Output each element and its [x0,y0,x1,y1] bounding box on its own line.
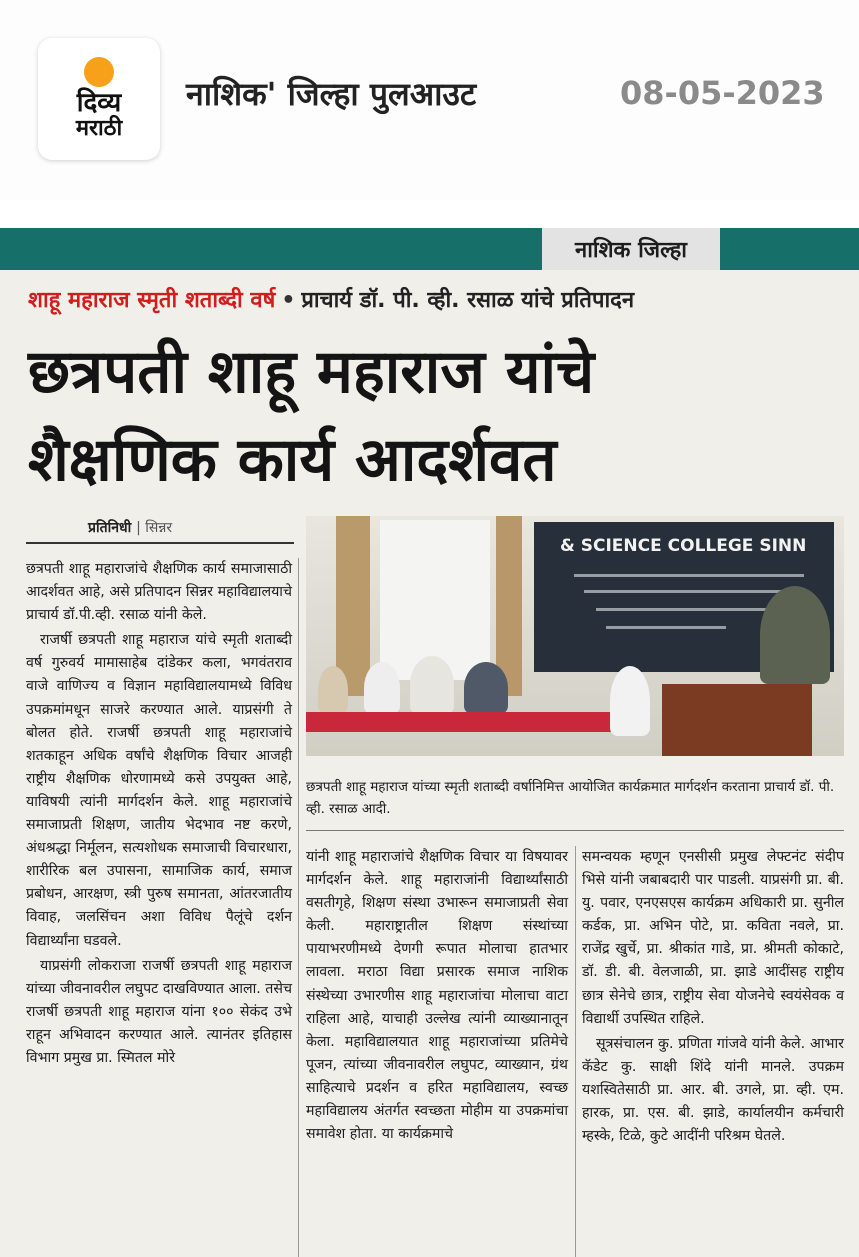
kicker-separator: • [281,288,296,313]
photo-person [410,656,454,714]
photo-banner-line [606,626,726,629]
article-column-2 [306,846,568,1146]
caption-rule [306,830,844,831]
byline-rule [26,542,294,544]
photo-banner-line [596,608,766,611]
photo-speaker [760,586,830,684]
paragraph: छत्रपती शाहू महाराजांचे शैक्षणिक कार्य समाजासाठी आदर्शवत आहे, असे प्रतिपादन सिन्नर महाविद्यालयाचे प्राचार्य डॉ.पी.व्ही. रसाळ यांनी केले. [26,561,292,624]
paragraph: याप्रसंगी लोकराजा राजर्षी छत्रपती शाहू महाराज यांच्या जीवनावरील लघुपट दाखविण्यात आला. तसेच राजर्षी छत्रपती शाहू महाराज यांना १०० सेकंद उभे राहून अभिवादन करण्यात आले. त्यानंतर इतिहास विभाग प्रमुख प्रा. स्मितल मोरे [26,957,292,1066]
page-title: नाशिक' जिल्हा पुलआउट [186,75,477,113]
photo-caption: छत्रपती शाहू महाराज यांच्या स्मृती शताब्दी वर्षानिमित्त आयोजित कार्यक्रमात मार्गदर्शन करताना प्राचार्य डॉ. पी. व्ही. रसाळ आदी. [306,779,835,817]
sun-logo-icon [84,57,114,87]
paragraph: राजर्षी छत्रपती शाहू महाराज यांचे स्मृती शताब्दी वर्ष गुरुवर्य मामासाहेब दांडेकर कला, भगवंतराव वाजे वाणिज्य व विज्ञान महाविद्यालयामध्ये विविध उपक्रमांमधून साजरे करण्यात आले. याप्रसंगी ते बोलत होते. राजर्षी छत्रपती शाहू महाराजांचे शतकाहून अधिक वर्षांचे शैक्षणिक विचार आजही राष्ट्रीय शैक्षणिक धोरणामध्ये कसे उपयुक्त आहे, याविषयी त्यांनी मार्गदर्शन केले. शाहू महाराजांचे समाजाप्रती शिक्षण, जातीय भेदभाव नष्ट करणे, अंधश्रद्धा निर्मूलन, सत्यशोधक समाजाची विचारधारा, शारीरिक बल उपासना, सामाजिक कार्य, समाज प्रबोधन, आरक्षण, स्त्री पुरुष समानता, आंतरजातीय विवाह, जलसिंचन अशा विविध पैलूंचे दर्शन विद्यार्थ्यांना घडवले. [26,632,292,949]
kicker-topic: शाहू महाराज स्मृती शताब्दी वर्ष [28,288,276,313]
photo-podium [662,684,812,756]
headline-line2: शैक्षणिक कार्य आदर्शवत [28,425,557,495]
byline-author: प्रतिनिधी [88,520,132,536]
article-column-3 [582,846,844,1148]
app-header [0,0,859,200]
article-column-1 [26,558,292,1070]
paragraph: समन्वयक म्हणून एनसीसी प्रमुख लेफ्टनंट संदीप भिसे यांनी जबाबदारी पार पाडली. याप्रसंगी प्रा. बी. यु. पवार, एनएसएस कार्यक्रम अधिकारी प्रा. सुनील कर्डक, प्रा. अभिन पोटे, प्रा. कविता नवले, प्रा. राजेंद्र खुर्चे, प्रा. श्रीकांत गाडे, प्रा. श्रीमती कोकाटे, डॉ. डी. बी. वेलजाळी, प्रा. झाडे आदींसह राष्ट्रीय छात्र सेनेचे छात्र, राष्ट्रीय सेवा योजनेचे स्वयंसेवक व विद्यार्थी उपस्थित राहिले. [582,849,844,1027]
headline-line1: छत्रपती शाहू महाराज यांचे [28,337,595,407]
photo-person [364,662,400,714]
byline-city: | सिन्नर [136,520,173,536]
section-bar [0,228,859,270]
photo-person [464,662,508,714]
logo-text-line1: दिव्य [76,88,122,118]
logo-text-line2: मराठी [75,116,123,141]
photo-banner-line [574,574,804,577]
photo-person [318,666,348,714]
divya-marathi-logo[interactable] [38,38,160,160]
paragraph: यांनी शाहू महाराजांचे शैक्षणिक विचार या विषयावर मार्गदर्शन केले. शाहू महाराजांनी विद्यार्थ्यांसाठी वसतीगृहे, शिक्षण संस्था उभारून समाजाप्रती सेवा केली. महाराष्ट्रातील शिक्षण संस्थांच्या पायाभरणीमध्ये देणगी रूपात मोलाचा हातभार लावला. मराठा विद्या प्रसारक समाज नाशिक संस्थेच्या उभारणीस शाहू महाराजांचा मोलाचा वाटा राहिला आहे, याचाही उल्लेख त्यांनी व्याख्यानातून केला. महाविद्यालयात शाहू महाराजांच्या प्रतिमेचे पूजन, त्यांच्या जीवनावरील लघुपट, व्याख्यान, ग्रंथ साहित्याचे प्रदर्शन व हरित महाविद्यालय, स्वच्छ महाविद्यालय अंतर्गत स्वच्छता मोहीम या उपक्रमांचा समावेश होता. या कार्यक्रमाचे [306,849,568,1143]
column-divider [575,846,576,1257]
publish-date: 08-05-2023 [620,74,825,112]
section-tag: नाशिक जिल्हा [542,228,720,270]
byline [88,518,172,537]
event-photo [306,516,844,756]
photo-banner-line [584,590,784,593]
photo-stage-table [306,712,636,732]
paragraph: सूत्रसंचालन कु. प्रणिता गांजवे यांनी केले. आभार कॅडेट कु. साक्षी शिंदे यांनी मानले. उपक्रम यशस्वितेसाठी प्रा. आर. बी. उगले, प्रा. व्ही. एम. हारक, प्रा. एस. बी. झाडे, कार्यालयीन कर्मचारी म्हस्के, टिळे, कुटे आदींनी परिश्रम घेतले. [582,1035,844,1145]
column-divider [298,558,299,1257]
photo-person [610,666,650,736]
article-kicker [28,284,634,314]
photo-banner-text: & SCIENCE COLLEGE SINN [560,536,807,556]
kicker-subtitle: प्राचार्य डॉ. पी. व्ही. रसाळ यांचे प्रतिपादन [301,288,635,313]
article-headline [28,328,848,504]
newspaper-clipping [0,228,859,1257]
